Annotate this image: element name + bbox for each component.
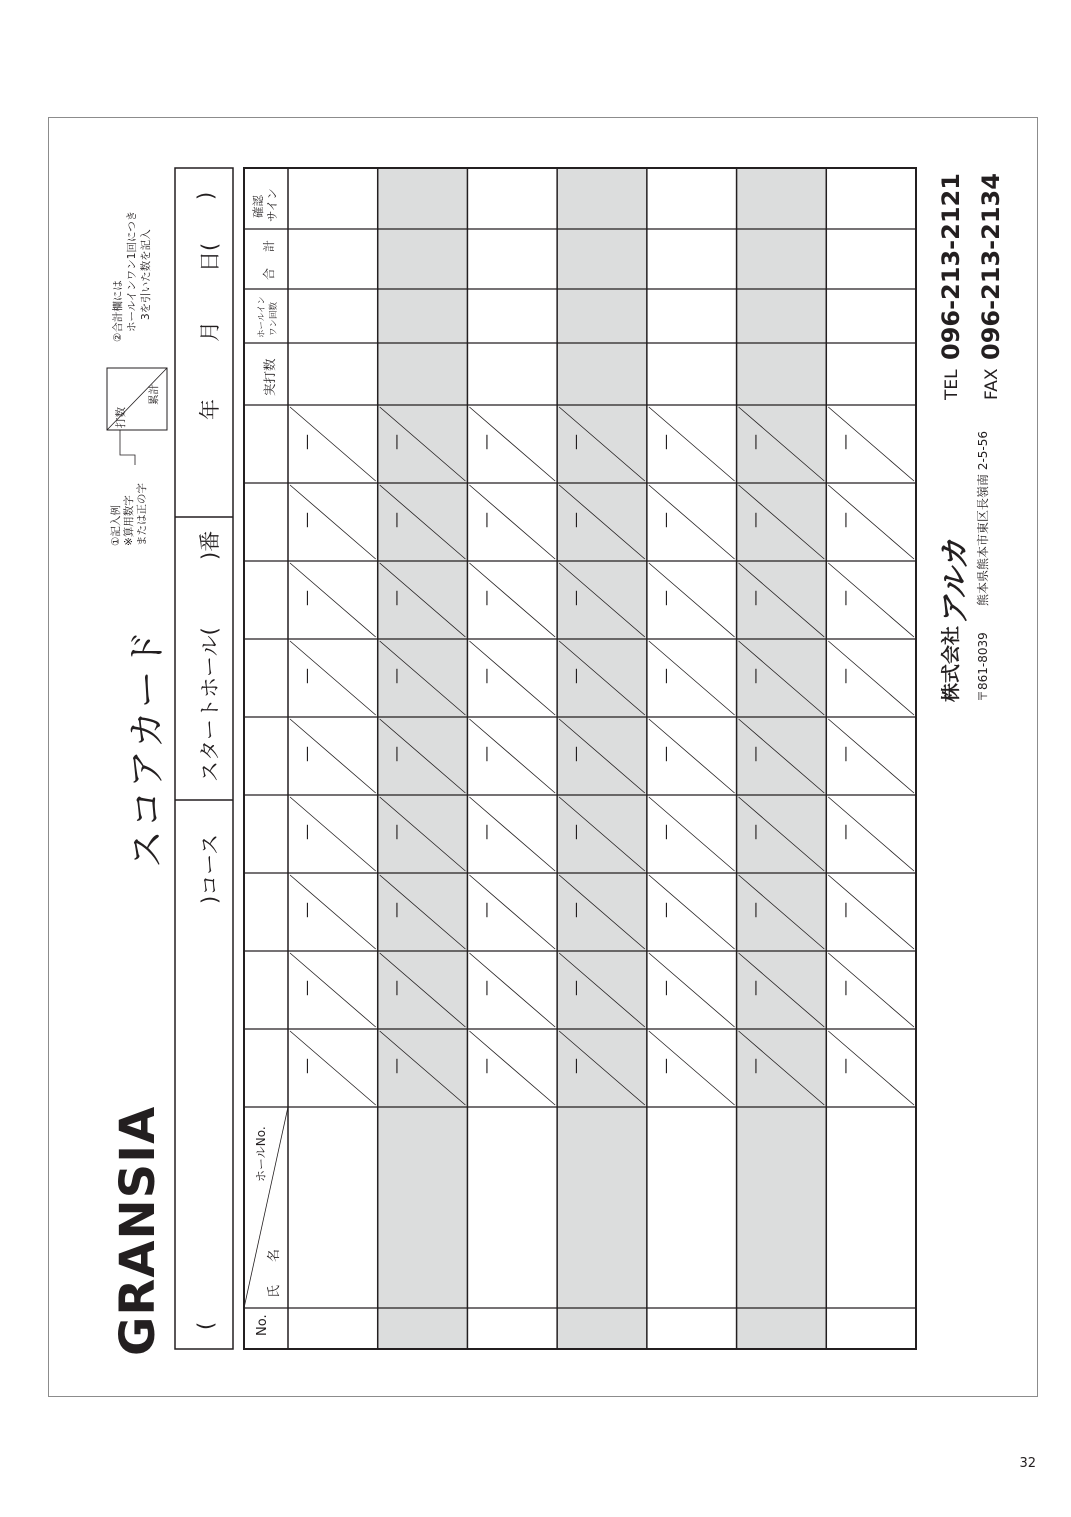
cell-dash: — (566, 434, 586, 450)
cell-dash: — (297, 824, 316, 840)
cell-dash: — (297, 1058, 316, 1074)
cell-dash: — (297, 746, 316, 762)
cell-dash: — (835, 512, 855, 528)
cell-dash: — (297, 980, 316, 996)
cell-dash: — (386, 512, 406, 528)
cell-dash: — (386, 824, 406, 840)
cell-dash: — (835, 1058, 855, 1074)
cell-dash: — (386, 590, 406, 606)
cell-dash: — (655, 590, 675, 606)
company-name: アルカ (938, 540, 973, 626)
cell-dash: — (297, 590, 316, 606)
start-hole-close: )番 (198, 530, 222, 560)
brand-title: GRANSIA (110, 1105, 166, 1356)
header-diagonal (244, 1107, 288, 1308)
fax-number: 096-213-2134 (977, 173, 1005, 360)
fax-label: FAX (982, 368, 1002, 400)
cell-dash: — (655, 434, 675, 450)
cell-dash: — (745, 902, 765, 918)
cell-dash: — (566, 902, 586, 918)
col-name-2: 名 (267, 1248, 282, 1262)
cell-dash: — (386, 434, 406, 450)
cell-dash: — (476, 668, 496, 684)
example-cumulative: 累計 (148, 384, 160, 405)
header-box (175, 168, 233, 1349)
cell-dash: — (566, 668, 586, 684)
cell-dash: — (476, 1058, 496, 1074)
cell-dash: — (745, 1058, 765, 1074)
col-confirm-1: 確認 (251, 195, 265, 218)
cell-dash: — (386, 980, 406, 996)
cell-dash: — (476, 746, 496, 762)
page-number: 32 (1019, 1456, 1036, 1471)
company-address: 熊本県熊本市東区長嶺南 2-5-56 (976, 430, 990, 606)
date-year: 年 (198, 399, 222, 420)
cell-dash: — (655, 746, 675, 762)
cell-dash: — (835, 980, 855, 996)
cell-dash: — (835, 668, 855, 684)
col-strokes: 実打数 (262, 358, 277, 396)
cell-dash: — (835, 434, 855, 450)
col-name-1: 氏 (267, 1284, 282, 1298)
total-note-1: ②合計欄には (112, 280, 124, 342)
start-hole-label: スタートホール( (198, 627, 222, 782)
cell-dash: — (745, 980, 765, 996)
cell-dash: — (655, 668, 675, 684)
cell-dash: — (566, 1058, 586, 1074)
cell-dash: — (835, 746, 855, 762)
cell-dash: — (835, 590, 855, 606)
cell-dash: — (476, 512, 496, 528)
total-note-2: ホールインワン1回につき (126, 210, 138, 332)
date-day: 日( (198, 242, 222, 272)
cell-dash: — (297, 434, 316, 450)
cell-dash: — (386, 746, 406, 762)
col-hio-1: ホールイン (257, 296, 267, 338)
course-open: ( (194, 1321, 218, 1330)
tel-label: TEL (942, 369, 962, 400)
cell-dash: — (655, 1058, 675, 1074)
company-postal: 〒861-8039 (976, 632, 990, 702)
cell-dash: — (655, 902, 675, 918)
total-note-3: 3を引いた数を記入 (140, 229, 152, 320)
company-label: 株式会社 (940, 625, 962, 702)
example-title: ①記入例 (110, 505, 122, 546)
cell-dash: — (655, 824, 675, 840)
cell-dash: — (566, 512, 586, 528)
col-confirm-2: サイン (265, 188, 279, 222)
example-diagonal (107, 368, 167, 430)
cell-dash: — (386, 1058, 406, 1074)
cell-dash: — (745, 434, 765, 450)
col-hio-2: ワン回数 (269, 301, 279, 336)
cell-dash: — (566, 590, 586, 606)
col-hole: ホールNo. (254, 1126, 268, 1182)
cell-dash: — (476, 980, 496, 996)
cell-dash: — (297, 512, 316, 528)
cell-dash: — (655, 512, 675, 528)
cell-dash: — (566, 824, 586, 840)
tel-number: 096-213-2121 (937, 173, 965, 360)
cell-dash: — (386, 902, 406, 918)
cell-dash: — (745, 668, 765, 684)
cell-dash: — (566, 980, 586, 996)
cell-dash: — (835, 902, 855, 918)
cell-dash: — (835, 824, 855, 840)
date-close: ) (194, 191, 218, 200)
cell-dash: — (476, 434, 496, 450)
col-no: No. (255, 1314, 270, 1336)
cell-dash: — (745, 746, 765, 762)
date-month: 月 (198, 321, 222, 342)
cell-dash: — (297, 902, 316, 918)
col-total-2: 計 (262, 239, 276, 252)
cell-dash: — (297, 668, 316, 684)
course-close: )コース (198, 833, 222, 904)
col-total-1: 合 (262, 267, 276, 280)
example-line1: ※算用数字 (123, 495, 135, 546)
cell-dash: — (386, 668, 406, 684)
cell-dash: — (745, 590, 765, 606)
cell-dash: — (745, 824, 765, 840)
card-title: スコアカード (125, 628, 169, 868)
cell-dash: — (476, 590, 496, 606)
example-strokes: 打数 (115, 407, 127, 428)
cell-dash: — (566, 746, 586, 762)
example-arrow (120, 430, 135, 465)
cell-dash: — (476, 824, 496, 840)
cell-dash: — (476, 902, 496, 918)
example-line2: または正の字 (136, 483, 148, 546)
cell-dash: — (655, 980, 675, 996)
cell-dash: — (745, 512, 765, 528)
